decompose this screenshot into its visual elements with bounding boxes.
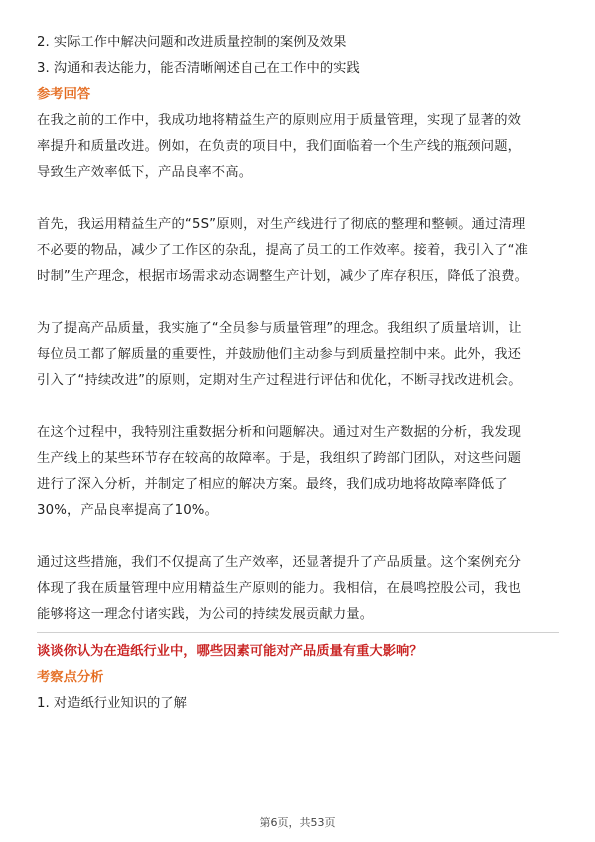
paragraph-line: 体现了我在质量管理中应用精益生产原则的能力。我相信，在晨鸣控股公司，我也 [37,581,522,596]
paragraph-line: 在我之前的工作中，我成功地将精益生产的原则应用于质量管理，实现了显著的效 [37,113,522,128]
paragraph-line: 引入了“持续改进”的原则，定期对生产过程进行评估和优化，不断寻找改进机会。 [37,373,522,388]
answer-paragraph-5 [37,550,559,628]
question-heading: 谈谈你认为在造纸行业中，哪些因素可能对产品质量有重大影响？ [37,644,423,659]
paragraph-line: 生产线上的某些环节存在较高的故障率。于是，我组织了跨部门团队，对这些问题 [37,451,522,466]
paragraph-gap [37,394,559,420]
paragraph-line: 时制”生产理念，根据市场需求动态调整生产计划，减少了库存积压，降低了浪费。 [37,269,529,284]
answer-paragraph-3 [37,316,559,394]
paragraph-line: 30%，产品良率提高了10%。 [37,503,219,518]
list-item: 3. 沟通和表达能力，能否清晰阐述自己在工作中的实践 [37,61,360,76]
paragraph-line: 能够将这一理念付诸实践，为公司的持续发展贡献力量。 [37,607,374,622]
list-item: 1. 对造纸行业知识的了解 [37,696,187,711]
paragraph-gap [37,524,559,550]
paragraph-gap [37,186,559,212]
list-item: 2. 实际工作中解决问题和改进质量控制的案例及效果 [37,35,347,50]
section-divider [37,632,559,633]
paragraph-line: 为了提高产品质量，我实施了“全员参与质量管理”的理念。我组织了质量培训，让 [37,321,522,336]
paragraph-line: 在这个过程中，我特别注重数据分析和问题解决。通过对生产数据的分析，我发现 [37,425,522,440]
page-content [37,30,559,717]
page-number: 第6页，共53页 [259,816,336,829]
answer-paragraph-1 [37,108,559,186]
paragraph-line: 通过这些措施，我们不仅提高了生产效率，还显著提升了产品质量。这个案例充分 [37,555,522,570]
paragraph-line: 每位员工都了解质量的重要性，并鼓励他们主动参与到质量控制中来。此外，我还 [37,347,522,362]
reference-answer-heading: 参考回答 [37,87,91,102]
paragraph-gap [37,290,559,316]
analysis-heading: 考察点分析 [37,670,104,685]
paragraph-line: 进行了深入分析，并制定了相应的解决方案。最终，我们成功地将故障率降低了 [37,477,508,492]
paragraph-line: 率提升和质量改进。例如，在负责的项目中，我们面临着一个生产线的瓶颈问题， [37,139,522,154]
paragraph-line: 不必要的物品，减少了工作区的杂乱，提高了员工的工作效率。接着，我引入了“准 [37,243,529,258]
paragraph-line: 导致生产效率低下，产品良率不高。 [37,165,253,180]
answer-paragraph-4 [37,420,559,524]
answer-paragraph-2 [37,212,559,290]
paragraph-line: 首先，我运用精益生产的“5S”原则，对生产线进行了彻底的整理和整顿。通过清理 [37,217,526,232]
